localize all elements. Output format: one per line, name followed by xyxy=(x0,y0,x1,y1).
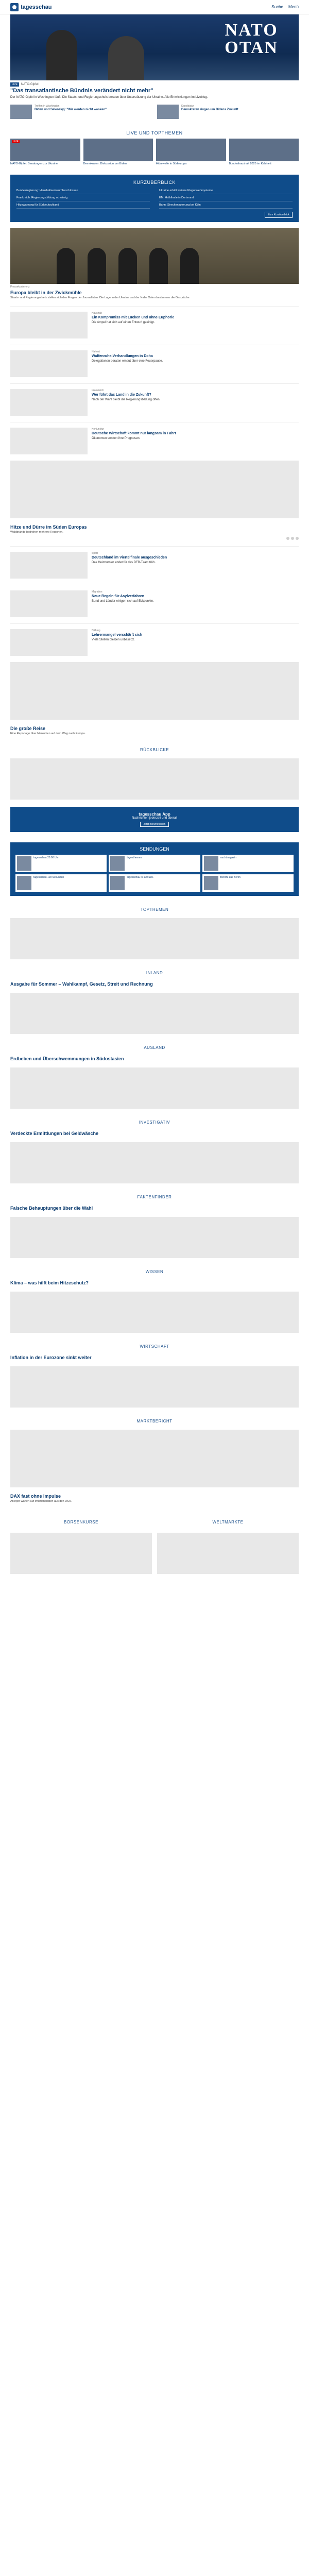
section-heading-wirtschaft: WIRTSCHAFT xyxy=(140,1344,169,1349)
live-card-image xyxy=(10,139,80,161)
menu-link[interactable]: Menü xyxy=(288,5,299,9)
kurz-item[interactable]: Ukraine erhält weitere Flugabwehrsysteme xyxy=(159,189,293,194)
list-text: Das Heimturnier endet für das DFB-Team früh. xyxy=(92,561,156,564)
kurzueberblick-heading: KURZÜBERBLICK xyxy=(133,179,176,185)
teaser[interactable] xyxy=(157,105,299,119)
bottom-article-title[interactable]: DAX fast ohne Impulse xyxy=(10,1493,61,1499)
hero-text: Der NATO-Gipfel in Washington läuft: Die Staats- und Regierungschefs beraten über Unterstützung der Ukraine. Alle Entwicklungen im Liveblog. xyxy=(10,96,208,99)
faktenfinder-placeholder xyxy=(10,1217,299,1258)
feature-text: Eine Reportage über Menschen auf dem Weg nach Europa. xyxy=(10,732,86,735)
rueckblick-placeholder xyxy=(10,758,299,800)
list-text: Delegationen beraten erneut über eine Feuerpause. xyxy=(92,360,163,363)
sendung-card[interactable] xyxy=(109,855,200,872)
list-kicker: Haushalt xyxy=(92,312,102,315)
live-card-title[interactable]: Hitzewelle in Südeuropa xyxy=(156,162,187,166)
logo-icon xyxy=(10,3,19,11)
kurz-item[interactable]: Bahn: Streckensperrung bei Köln xyxy=(159,204,293,209)
wissen-lead[interactable] xyxy=(10,1280,299,1285)
kurz-item[interactable]: Bundesregierung: Haushaltsentwurf beschlossen xyxy=(16,189,150,194)
live-card-image xyxy=(229,139,299,161)
list-thumb xyxy=(10,312,88,338)
kurz-item[interactable]: Hitzewarnung für Süddeutschland xyxy=(16,204,150,209)
article-image-placeholder xyxy=(10,461,299,518)
list-thumb xyxy=(10,552,88,579)
list-text: Viele Stellen bleiben unbesetzt. xyxy=(92,638,135,641)
bottom-article[interactable] xyxy=(10,1494,299,1504)
list-item[interactable] xyxy=(10,306,299,338)
sendung-title[interactable]: nachtmagazin xyxy=(220,856,236,859)
list-title[interactable]: Ein Kompromiss mit Lücken und ohne Euphorie xyxy=(92,316,175,320)
ausland-lead-title[interactable]: Erdbeben und Überschwemmungen in Südostasien xyxy=(10,1056,124,1061)
section-heading-live: LIVE UND TOPTHEMEN xyxy=(126,130,183,136)
list-thumb xyxy=(10,350,88,377)
sendung-thumb xyxy=(17,876,31,890)
kurzueberblick-box xyxy=(10,175,299,222)
section-heading-weltmaerkte: WELTMÄRKTE xyxy=(212,1520,244,1525)
sendung-title[interactable]: tagesschau in 100 Sek. xyxy=(127,875,154,879)
list-kicker: Sport xyxy=(92,551,98,555)
section-heading-investigativ: INVESTIGATIV xyxy=(139,1120,170,1125)
ausland-placeholder xyxy=(10,1067,299,1109)
live-card-image xyxy=(156,139,226,161)
wirtschaft-lead[interactable] xyxy=(10,1355,299,1360)
teaser-image xyxy=(10,105,32,119)
sendung-thumb xyxy=(204,856,218,871)
top-bar xyxy=(0,0,309,14)
teaser[interactable] xyxy=(10,105,152,119)
kurzueberblick-more-button[interactable]: Zum Kurzüberblick xyxy=(265,212,293,218)
live-card-title[interactable]: Demokraten: Diskussion um Biden xyxy=(83,162,127,166)
sendung-card[interactable] xyxy=(202,855,294,872)
investigativ-lead-title[interactable]: Verdeckte Ermittlungen bei Geldwäsche xyxy=(10,1130,99,1136)
list-thumb xyxy=(10,428,88,454)
faktenfinder-lead-title[interactable]: Falsche Behauptungen über die Wahl xyxy=(10,1205,93,1211)
list-title[interactable]: Deutsche Wirtschaft kommt nur langsam in Fahrt xyxy=(92,432,176,436)
list-text: Die Ampel hat sich auf einen Entwurf geeinigt. xyxy=(92,321,155,325)
wirtschaft-lead-title[interactable]: Inflation in der Eurozone sinkt weiter xyxy=(10,1354,92,1360)
sendung-thumb xyxy=(110,876,125,890)
list-kicker: Bildung xyxy=(92,629,100,632)
list-kicker: Migration xyxy=(92,590,102,594)
big-article-kicker: Pressekonferenz xyxy=(10,285,30,289)
list-title[interactable]: Wer führt das Land in die Zukunft? xyxy=(92,393,151,397)
teaser-title[interactable]: Demokraten ringen um Bidens Zukunft xyxy=(181,108,238,111)
live-badge: LIVE xyxy=(13,140,19,144)
sendung-card[interactable] xyxy=(202,874,294,892)
list-text: Bund und Länder einigen sich auf Eckpunkte. xyxy=(92,599,154,603)
live-card[interactable] xyxy=(10,139,80,166)
big-article-text: Staats- und Regierungschefs stellen sich den Fragen der Journalisten. Die Lage in der Ukraine und der Nahe Osten bestimmen die Gespräche. xyxy=(10,296,191,299)
hero-image: NATO OTAN xyxy=(10,14,299,80)
list-thumb xyxy=(10,590,88,617)
list-kicker: Konjunktur xyxy=(92,428,104,431)
section-heading-boersenkurse: BÖRSENKURSE xyxy=(64,1520,98,1525)
live-card-title[interactable]: Bundeshaushalt 2025 im Kabinett xyxy=(229,162,271,166)
list-item[interactable] xyxy=(10,546,299,579)
app-promo-button[interactable]: Jetzt herunterladen xyxy=(140,822,169,827)
sendung-card[interactable] xyxy=(15,855,107,872)
kurz-item[interactable]: EM: Halbfinale in Dortmund xyxy=(159,196,293,201)
list-item[interactable] xyxy=(10,383,299,416)
sendung-card[interactable] xyxy=(109,874,200,892)
live-tag: LIVE xyxy=(10,82,19,87)
teaser-kicker: Kandidatur xyxy=(181,105,194,108)
list-thumb xyxy=(10,389,88,416)
hero-article[interactable] xyxy=(10,14,299,99)
big-article-image xyxy=(10,228,299,284)
sendungen-heading: SENDUNGEN xyxy=(140,846,169,852)
sendung-title[interactable]: tagesschau 100 Sekunden xyxy=(33,875,64,879)
section-heading-topthemen: TOPTHEMEN xyxy=(140,907,169,912)
list-kicker: Nahost xyxy=(92,350,100,354)
sendung-title[interactable]: tagesschau 20:00 Uhr xyxy=(33,856,59,859)
section-heading-ausland: AUSLAND xyxy=(144,1045,165,1050)
sendung-thumb xyxy=(110,856,125,871)
teaser-image xyxy=(157,105,179,119)
teaser-kicker: Treffen in Washington xyxy=(35,105,60,108)
section-heading-rueckblicke: RÜCKBLICKE xyxy=(140,747,169,752)
list-item[interactable] xyxy=(10,422,299,454)
list-thumb xyxy=(10,629,88,656)
sendung-title[interactable]: Bericht aus Berlin xyxy=(220,875,241,879)
wirtschaft-placeholder xyxy=(10,1366,299,1408)
live-card[interactable] xyxy=(83,139,153,166)
ausland-lead[interactable] xyxy=(10,1056,299,1061)
live-card-title[interactable]: NATO-Gipfel: Beratungen zur Ukraine xyxy=(10,162,58,166)
app-promo-title: tagesschau App xyxy=(139,811,170,817)
boersenkurse-placeholder xyxy=(10,1533,152,1574)
app-promo-banner[interactable] xyxy=(10,807,299,832)
carousel-dots[interactable] xyxy=(10,537,299,540)
list-title[interactable]: Deutschland im Viertelfinale ausgeschieden xyxy=(92,555,167,560)
live-card-image xyxy=(83,139,153,161)
mid-article-text: Waldbrände bedrohen mehrere Regionen. xyxy=(10,531,63,534)
list-title[interactable]: Lehrermangel verschärft sich xyxy=(92,633,143,637)
sendung-thumb xyxy=(204,876,218,890)
mid-article[interactable] xyxy=(10,524,299,535)
logo[interactable] xyxy=(10,3,52,11)
live-card[interactable] xyxy=(229,139,299,166)
feature-image-placeholder xyxy=(10,662,299,720)
list-item[interactable] xyxy=(10,623,299,656)
mid-article-title[interactable]: Hitze und Dürre im Süden Europas xyxy=(10,524,87,530)
sendung-card[interactable] xyxy=(15,874,107,892)
weltmaerkte-placeholder xyxy=(157,1533,299,1574)
hero-kicker: NATO-Gipfel xyxy=(21,83,39,86)
hero-title[interactable]: "Das transatlantische Bündnis verändert nicht mehr" xyxy=(10,88,153,94)
bottom-article-text: Anleger warten auf Inflationsdaten aus den USA. xyxy=(10,1499,72,1503)
list-item[interactable] xyxy=(10,345,299,377)
big-article-title[interactable]: Europa bleibt in der Zwickmühle xyxy=(10,290,82,295)
feature-title[interactable]: Die große Reise xyxy=(10,725,46,731)
feature-article[interactable] xyxy=(10,726,299,736)
logo-text: tagesschau xyxy=(21,4,52,10)
marktbericht-placeholder xyxy=(10,1430,299,1487)
app-promo-text: Nachrichten jederzeit und überall xyxy=(132,816,177,820)
sendung-thumb xyxy=(17,856,31,871)
list-title[interactable]: Neue Regeln für Asylverfahren xyxy=(92,594,145,598)
investigativ-placeholder xyxy=(10,1142,299,1183)
list-title[interactable]: Waffenruhe-Verhandlungen in Doha xyxy=(92,354,153,359)
inland-lead[interactable] xyxy=(10,981,299,987)
search-link[interactable]: Suche xyxy=(271,5,283,9)
topthemen-placeholder xyxy=(10,918,299,959)
inland-lead-title[interactable]: Ausgabe für Sommer – Wahlkampf, Gesetz, Streit und Rechnung xyxy=(10,981,153,987)
section-heading-marktbericht: MARKTBERICHT xyxy=(136,1418,173,1423)
sendungen-box xyxy=(10,842,299,896)
investigativ-lead[interactable] xyxy=(10,1131,299,1136)
list-text: Nach der Wahl bleibt die Regierungsbildung offen. xyxy=(92,398,161,402)
wissen-lead-title[interactable]: Klima – was hilft beim Hitzeschutz? xyxy=(10,1280,89,1285)
sendung-title[interactable]: tagesthemen xyxy=(127,856,142,859)
section-heading-inland: INLAND xyxy=(146,970,163,975)
section-heading-wissen: WISSEN xyxy=(145,1269,164,1274)
section-heading-faktenfinder: FAKTENFINDER xyxy=(137,1194,172,1199)
big-article[interactable] xyxy=(10,228,299,300)
list-text: Ökonomen senken ihre Prognosen. xyxy=(92,437,141,440)
inland-placeholder xyxy=(10,993,299,1034)
wissen-placeholder xyxy=(10,1292,299,1333)
teaser-title[interactable]: Biden und Selenskyj: "Wir werden nicht wanken" xyxy=(35,108,107,111)
live-card[interactable] xyxy=(156,139,226,166)
list-kicker: Frankreich xyxy=(92,389,104,393)
kurz-item[interactable]: Frankreich: Regierungsbildung schwierig xyxy=(16,196,150,201)
faktenfinder-lead[interactable] xyxy=(10,1206,299,1211)
list-item[interactable] xyxy=(10,585,299,617)
